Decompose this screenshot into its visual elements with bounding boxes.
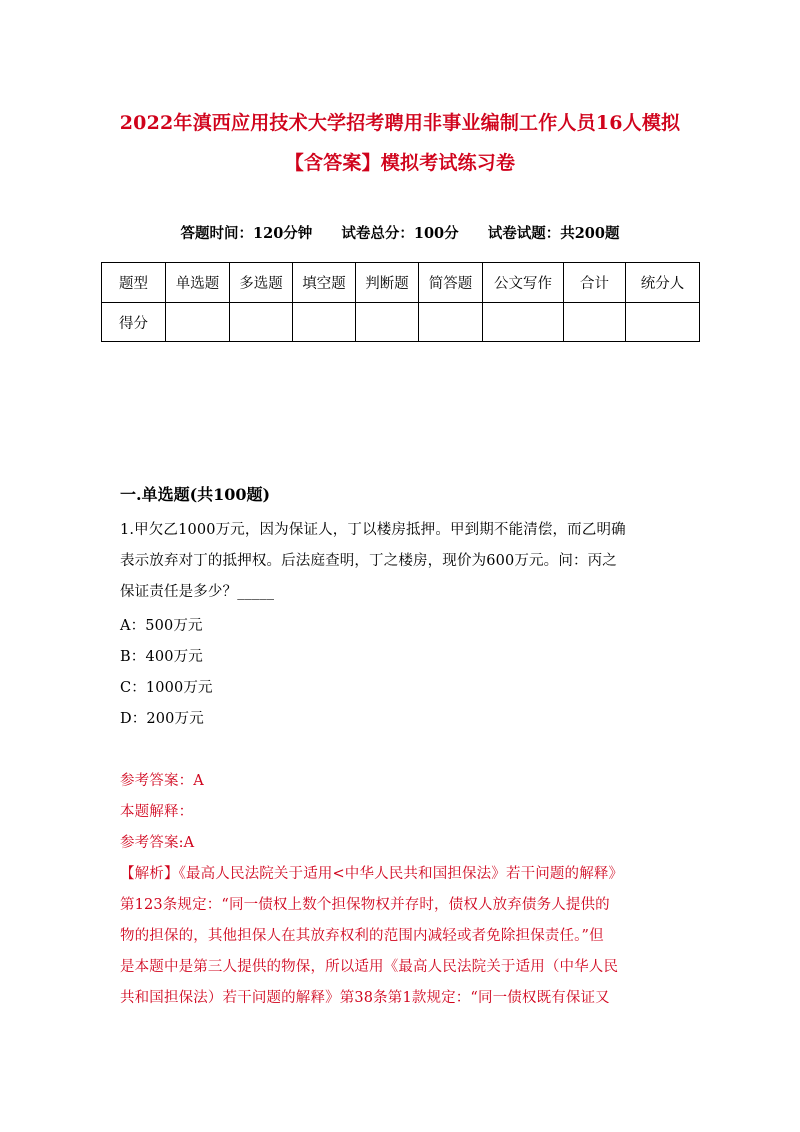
score-cell [230, 303, 293, 342]
analysis-line: 共和国担保法）若干问题的解释》第38条第1款规定：“同一债权既有保证又 [120, 990, 610, 1006]
option-b: B：400万元 [120, 649, 203, 665]
score-table-header: 统分人 [626, 263, 700, 303]
score-table [101, 262, 700, 342]
score-cell [419, 303, 483, 342]
analysis-line: 第123条规定：“同一债权上数个担保物权并存时，债权人放弃债务人提供的 [120, 897, 610, 913]
analysis-line: 物的担保的，其他担保人在其放弃权利的范围内减轻或者免除担保责任。”但 [120, 928, 604, 944]
analysis-line: 是本题中是第三人提供的物保，所以适用《最高人民法院关于适用（中华人民 [120, 959, 619, 975]
score-table-header: 公文写作 [483, 263, 564, 303]
question-text-line: 1.甲欠乙1000万元，因为保证人，丁以楼房抵押。甲到期不能清偿，而乙明确 [120, 522, 626, 538]
score-cell [293, 303, 356, 342]
question-text-line: 保证责任是多少？_____ [120, 584, 275, 600]
score-table-header: 单选题 [166, 263, 230, 303]
option-d: D：200万元 [120, 711, 204, 727]
score-cell [166, 303, 230, 342]
exam-total-questions: 试卷试题：共200题 [487, 225, 620, 242]
score-table-header: 合计 [564, 263, 626, 303]
score-row-label: 得分 [102, 303, 166, 342]
reference-answer-2: 参考答案:A [120, 835, 195, 851]
score-table-header: 简答题 [419, 263, 483, 303]
option-a: A：500万元 [120, 618, 203, 634]
score-table-header: 判断题 [356, 263, 419, 303]
analysis-line: 【解析】《最高人民法院关于适用<中华人民共和国担保法》若干问题的解释》 [120, 866, 624, 882]
score-cell [356, 303, 419, 342]
score-table-header-row [102, 263, 700, 303]
exam-info [0, 222, 800, 243]
score-cell [626, 303, 700, 342]
question-text-line: 表示放弃对丁的抵押权。后法庭查明，丁之楼房，现价为600万元。问：丙之 [120, 553, 617, 569]
score-cell [564, 303, 626, 342]
reference-answer: 参考答案：A [120, 773, 204, 789]
section-title: 一.单选题(共100题) [120, 485, 271, 504]
exam-time: 答题时间：120分钟 [180, 225, 313, 242]
score-table-header: 多选题 [230, 263, 293, 303]
document-title-line-2: 【含答案】模拟考试练习卷 [284, 152, 516, 174]
score-table-header: 题型 [102, 263, 166, 303]
score-table-row [102, 303, 700, 342]
score-table-header: 填空题 [293, 263, 356, 303]
explanation-label: 本题解释： [120, 804, 194, 820]
score-cell [483, 303, 564, 342]
exam-total-score: 试卷总分：100分 [341, 225, 459, 242]
option-c: C：1000万元 [120, 680, 213, 696]
document-title-line-1: 2022年滇西应用技术大学招考聘用非事业编制工作人员16人模拟 [119, 112, 681, 134]
